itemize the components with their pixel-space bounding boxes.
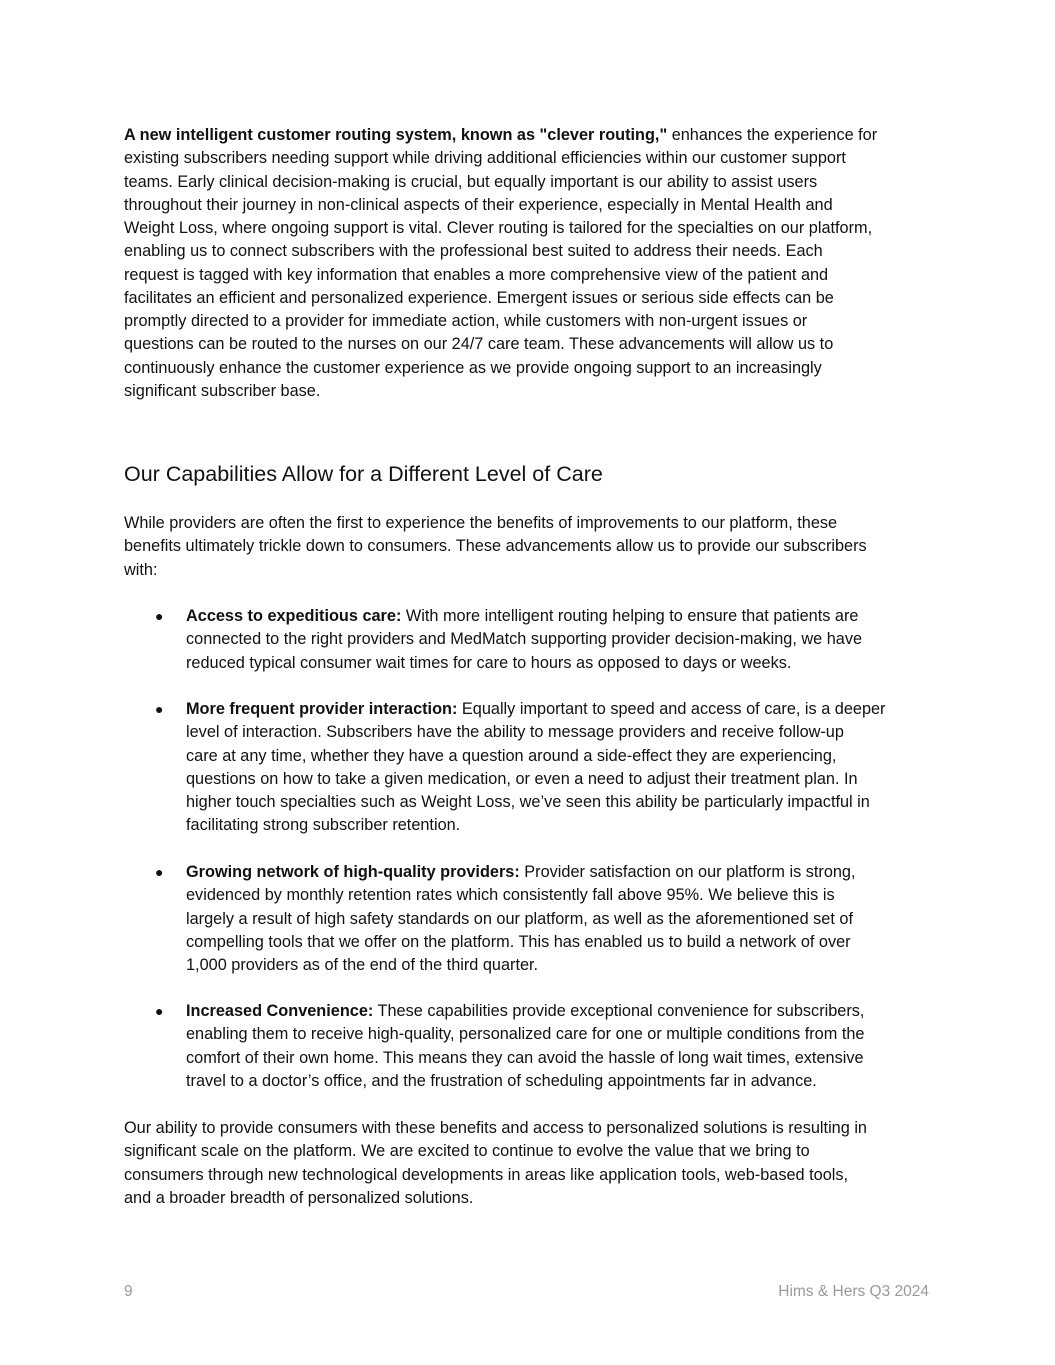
list-item xyxy=(186,861,956,977)
lead-paragraph: While providers are often the first to experience the benefits of improvements to our platform, these benefits ultimately trickle down to consumers. These advancements allow us to provide our subscribers with: xyxy=(124,514,867,579)
list-item xyxy=(186,698,956,838)
list-item-title: Increased Convenience: xyxy=(186,1002,374,1020)
intro-paragraph xyxy=(124,124,944,403)
bullet-icon: ● xyxy=(155,608,164,624)
bullet-icon: ● xyxy=(155,701,164,717)
list-item-title: Growing network of high-quality providers: xyxy=(186,863,520,881)
list-item-text: With more intelligent routing helping to ensure that patients are connected to the right providers and MedMatch supporting provider decision-making, we have reduced typical consumer wait times for care to hours as opposed to days or weeks. xyxy=(186,607,863,672)
list-item-text: Equally important to speed and access of care, is a deeper level of interaction. Subscribers have the ability to message providers and receive follow-up care at any time, whether they have a question around a side-effect they are experiencing, questions on how to take a given medication, or even a need to adjust their treatment plan. In higher touch specialties such as Weight Loss, we’ve seen this ability be particularly impactful in facilitating strong subscriber retention. xyxy=(186,700,886,835)
intro-text: enhances the experience for existing subscribers needing support while driving additional efficiencies within our customer support teams. Early clinical decision-making is crucial, but equally important is our ability to assist users throughout their journey in non-clinical aspects of their experience, especially in Mental Health and Weight Loss, where ongoing support is vital. Clever routing is tailored for the specialties on our platform, enabling us to connect subscribers with the professional best suited to address their needs. Each request is tagged with key information that enables a more comprehensive view of the patient and facilitates an efficient and personalized experience. Emergent issues or serious side effects can be promptly directed to a provider for immediate action, while customers with non-urgent issues or questions can be routed to the nurses on our 24/7 care team. These advancements will allow us to continuously enhance the customer experience as we provide ongoing support to an increasingly significant subscriber base. xyxy=(124,126,878,400)
list-item xyxy=(186,1000,956,1093)
bullet-icon: ● xyxy=(155,1003,164,1019)
list-item-text: Provider satisfaction on our platform is strong, evidenced by monthly retention rates which consistently fall above 95%. We believe this is largely a result of high safety standards on our platform, as well as the aforementioned set of compelling tools that we offer on the platform. This has enabled us to build a network of over 1,000 providers as of the end of the third quarter. xyxy=(186,863,856,974)
section-heading: Our Capabilities Allow for a Different Level of Care xyxy=(124,462,603,486)
list-item-title: More frequent provider interaction: xyxy=(186,700,458,718)
list-item xyxy=(186,605,956,675)
footer-title: Hims & Hers Q3 2024 xyxy=(778,1283,929,1300)
bullet-icon: ● xyxy=(155,864,164,880)
list-item-text: These capabilities provide exceptional convenience for subscribers, enabling them to receive high-quality, personalized care for one or multiple conditions from the comfort of their own home. This means they can avoid the hassle of long wait times, extensive travel to a doctor’s office, and the frustration of scheduling appointments far in advance. xyxy=(186,1002,865,1090)
closing-paragraph: Our ability to provide consumers with these benefits and access to personalized solutions is resulting in significant scale on the platform. We are excited to continue to evolve the value that we bring to consumers through new technological developments in areas like application tools, web-based tools, and a broader breadth of personalized solutions. xyxy=(124,1119,867,1207)
intro-bold: A new intelligent customer routing system, known as "clever routing," xyxy=(124,126,668,144)
list-item-title: Access to expeditious care: xyxy=(186,607,402,625)
page-number: 9 xyxy=(124,1283,133,1300)
